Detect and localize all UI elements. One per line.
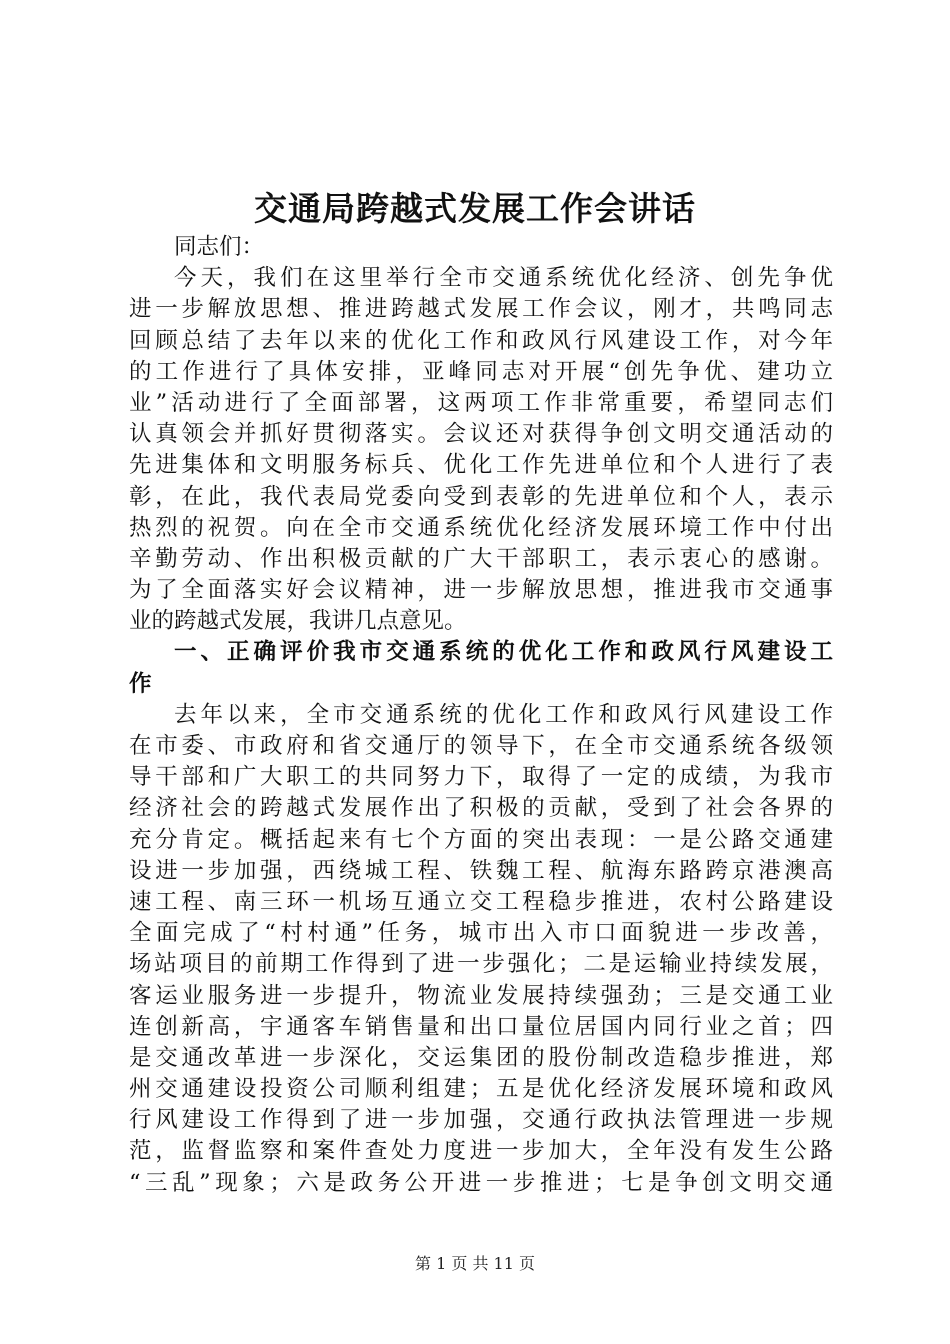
document-body <box>129 232 833 1199</box>
paragraph-line: 业的跨越式发展，我讲几点意见。 <box>129 608 467 635</box>
paragraph-line: 业”活动进行了全面部署，这两项工作非常重要，希望同志们 <box>129 389 833 416</box>
paragraph-line: 连创新高，宇通客车销售量和出口量位居国内同行业之首；四 <box>129 1013 833 1040</box>
document-title: 交通局跨越式发展工作会讲话 <box>254 189 696 228</box>
paragraph-line: 速工程、南三环一机场互通立交工程稳步推进，农村公路建设 <box>129 888 833 915</box>
paragraph-line: 州交通建设投资公司顺利组建；五是优化经济发展环境和政风 <box>129 1076 833 1103</box>
paragraph-line: 全面完成了“村村通”任务，城市出入市口面貌进一步改善， <box>129 920 833 947</box>
paragraph-line: 先进集体和文明服务标兵、优化工作先进单位和个人进行了表 <box>129 452 833 479</box>
paragraph-line: 为了全面落实好会议精神，进一步解放思想，推进我市交通事 <box>129 577 833 604</box>
paragraph-line: 客运业服务进一步提升，物流业发展持续强劲；三是交通工业 <box>129 982 833 1009</box>
paragraph-line: 场站项目的前期工作得到了进一步强化；二是运输业持续发展， <box>129 951 833 978</box>
paragraph-line: 设进一步加强，西绕城工程、铁魏工程、航海东路跨京港澳高 <box>129 857 833 884</box>
paragraph-line: 的工作进行了具体安排，亚峰同志对开展“创先争优、建功立 <box>129 358 833 385</box>
section-heading-line: 作 <box>129 670 152 697</box>
paragraph-line: 范，监督监察和案件查处力度进一步加大，全年没有发生公路 <box>129 1138 833 1165</box>
paragraph-line: 在市委、市政府和省交通厅的领导下，在全市交通系统各级领 <box>129 733 833 759</box>
paragraph-line: 进一步解放思想、推进跨越式发展工作会议，刚才，共鸣同志 <box>129 296 833 323</box>
paragraph-line: 同志们： <box>174 234 265 260</box>
paragraph-line: 导干部和广大职工的共同努力下，取得了一定的成绩，为我市 <box>129 764 833 791</box>
paragraph-line: 认真领会并抓好贯彻落实。会议还对获得争创文明交通活动的 <box>129 421 833 448</box>
section-heading-line: 一、正确评价我市交通系统的优化工作和政风行风建设工 <box>174 639 833 666</box>
paragraph-line: 是交通改革进一步深化，交运集团的股份制改造稳步推进，郑 <box>129 1044 833 1071</box>
paragraph-line: 今天，我们在这里举行全市交通系统优化经济、创先争优 <box>174 265 833 292</box>
paragraph-line: 回顾总结了去年以来的优化工作和政风行风建设工作，对今年 <box>129 327 833 354</box>
page-footer: 第 1 页 共 11 页 <box>415 1254 535 1273</box>
paragraph-line: 彰，在此，我代表局党委向受到表彰的先进单位和个人，表示 <box>129 483 833 510</box>
paragraph-line: 去年以来，全市交通系统的优化工作和政风行风建设工作 <box>174 701 833 728</box>
paragraph-line: 充分肯定。概括起来有七个方面的突出表现：一是公路交通建 <box>129 826 833 853</box>
paragraph-line: 热烈的祝贺。向在全市交通系统优化经济发展环境工作中付出 <box>129 514 833 541</box>
paragraph-line: “三乱”现象；六是政务公开进一步推进；七是争创文明交通 <box>129 1169 833 1196</box>
paragraph-line: 行风建设工作得到了进一步加强，交通行政执法管理进一步规 <box>129 1107 833 1134</box>
paragraph-line: 经济社会的跨越式发展作出了积极的贡献，受到了社会各界的 <box>129 795 833 822</box>
paragraph-line: 辛勤劳动、作出积极贡献的广大干部职工，表示衷心的感谢。 <box>129 545 833 572</box>
